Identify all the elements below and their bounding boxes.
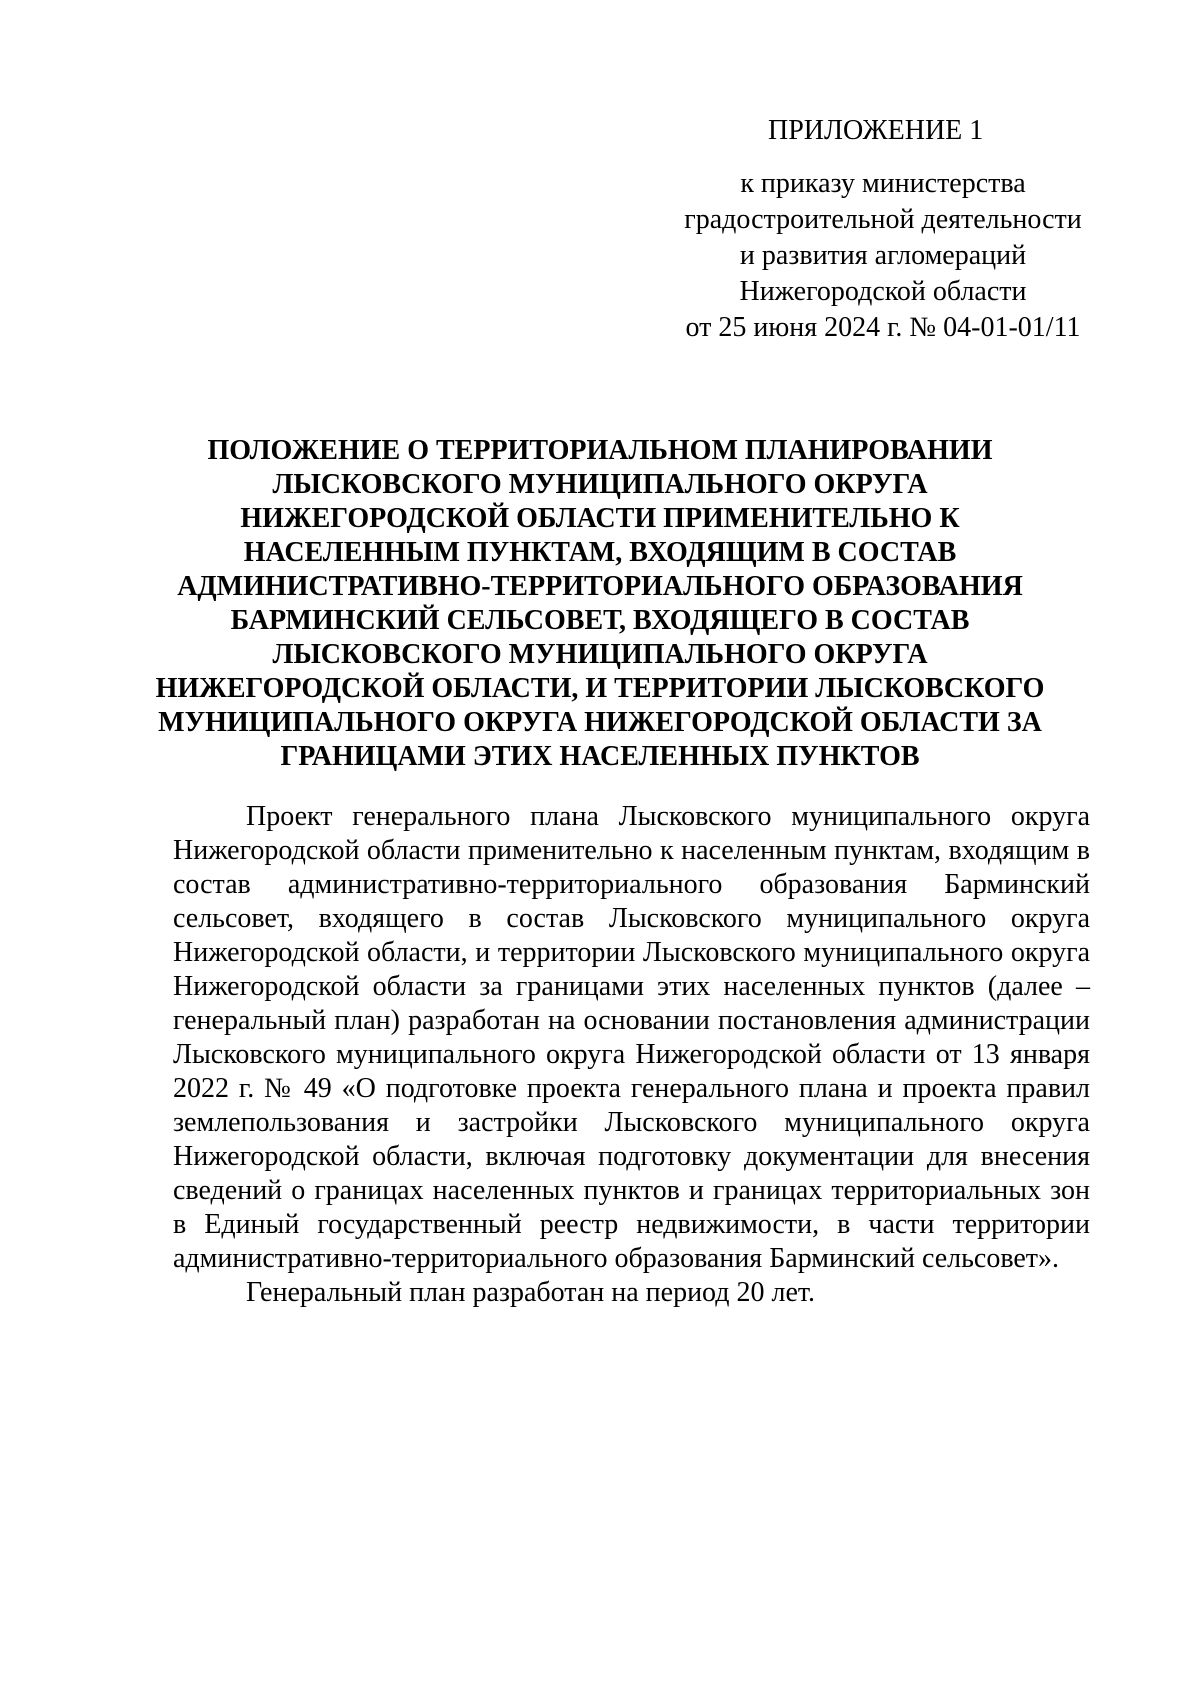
appendix-line: и развития агломераций xyxy=(739,240,1027,271)
appendix-order-reference xyxy=(668,166,1098,346)
appendix-line: от 25 июня 2024 г. № 04-01-01/11 xyxy=(685,312,1081,343)
title-line: НАСЕЛЕННЫМ ПУНКТАМ, ВХОДЯЩИМ В СОСТАВ xyxy=(243,537,957,568)
title-line: НИЖЕГОРОДСКОЙ ОБЛАСТИ, И ТЕРРИТОРИИ ЛЫСКОВСКОГО xyxy=(155,673,1045,704)
title-line: АДМИНИСТРАТИВНО-ТЕРРИТОРИАЛЬНОГО ОБРАЗОВАНИЯ xyxy=(177,571,1023,602)
appendix-line: градостроительной деятельности xyxy=(684,204,1082,235)
title-line: ЛЫСКОВСКОГО МУНИЦИПАЛЬНОГО ОКРУГА xyxy=(272,469,928,500)
title-line: ЛЫСКОВСКОГО МУНИЦИПАЛЬНОГО ОКРУГА xyxy=(272,639,928,670)
title-line: НИЖЕГОРОДСКОЙ ОБЛАСТИ ПРИМЕНИТЕЛЬНО К xyxy=(240,503,960,534)
title-line: ПОЛОЖЕНИЕ О ТЕРРИТОРИАЛЬНОМ ПЛАНИРОВАНИИ xyxy=(207,435,993,466)
title-line: МУНИЦИПАЛЬНОГО ОКРУГА НИЖЕГОРОДСКОЙ ОБЛАСТИ ЗА xyxy=(158,707,1042,738)
document-body xyxy=(173,800,1090,1310)
body-paragraph-main: Проект генерального плана Лысковского муниципального округа Нижегородской области применительно к населенным пунктам, входящим в состав административно-территориального образования Барминский сельсовет, входящего в состав Лысковского муниципального округа Нижегородской области, и территории Лысковского муниципального округа Нижегородской области за границами этих населенных пунктов (далее – генеральный план) разработан на основании постановления администрации Лысковского муниципального округа Нижегородской области от 13 января 2022 г. № 49 «О подготовке проекта генерального плана и проекта правил землепользования и застройки Лысковского муниципального округа Нижегородской области, включая подготовку документации для внесения сведений о границах населенных пунктов и границах территориальных зон в Единый государственный реестр недвижимости, в части территории административно-территориального образования Барминский сельсовет». xyxy=(173,801,1090,1274)
appendix-line: к приказу министерства xyxy=(740,168,1026,199)
body-paragraph-period: Генеральный план разработан на период 20 лет. xyxy=(246,1277,816,1308)
appendix-line: Нижегородской области xyxy=(739,276,1027,307)
title-line: БАРМИНСКИЙ СЕЛЬСОВЕТ, ВХОДЯЩЕГО В СОСТАВ xyxy=(230,605,970,636)
document-title xyxy=(150,434,1050,774)
appendix-title: ПРИЛОЖЕНИЕ 1 xyxy=(768,115,984,146)
title-line: ГРАНИЦАМИ ЭТИХ НАСЕЛЕННЫХ ПУНКТОВ xyxy=(280,741,920,772)
